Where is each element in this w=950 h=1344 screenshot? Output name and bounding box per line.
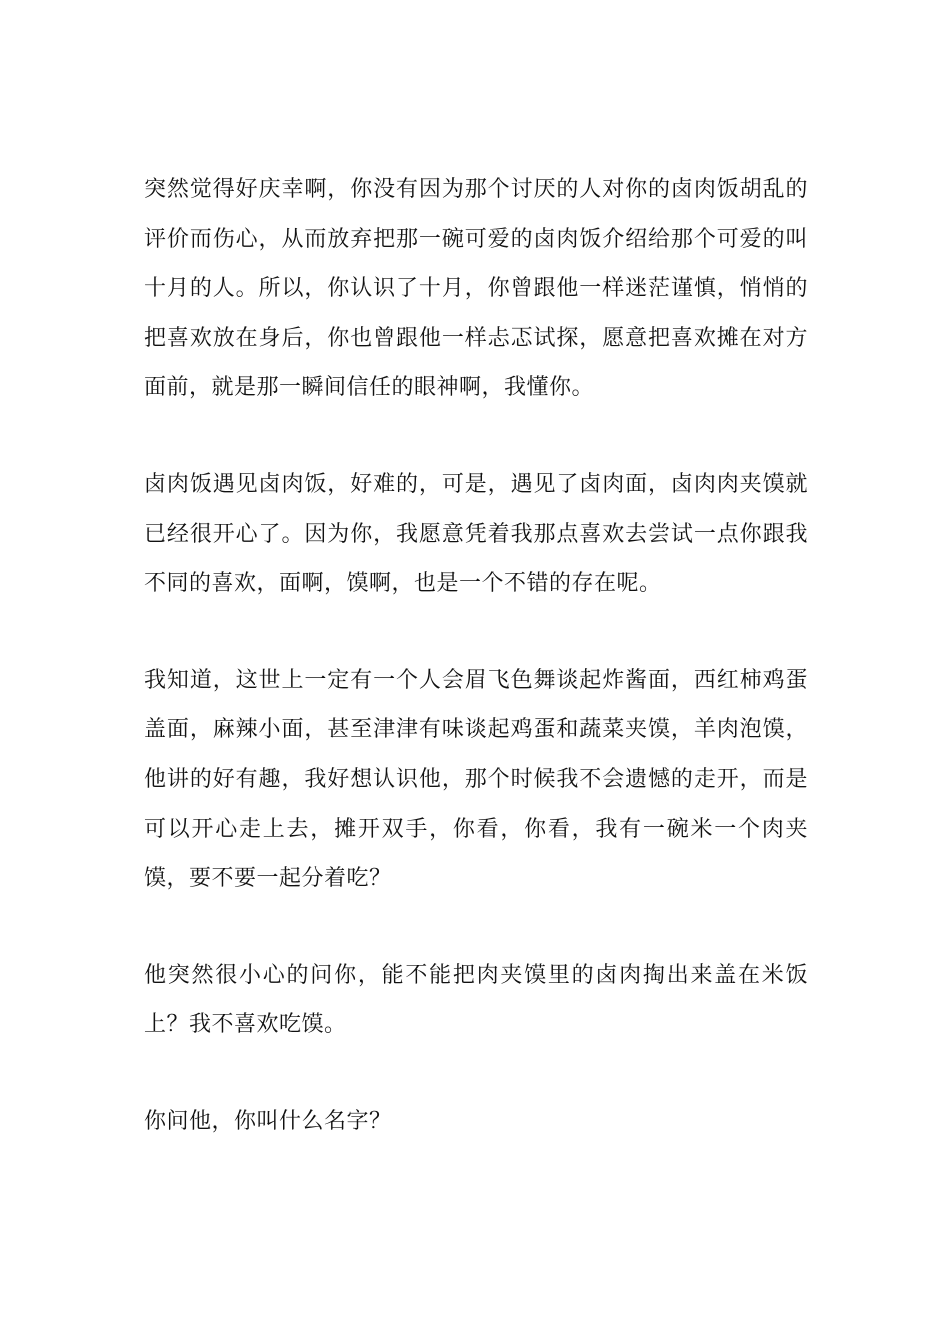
paragraph-3: 我知道，这世上一定有一个人会眉飞色舞谈起炸酱面，西红柿鸡蛋盖面，麻辣小面，甚至津津有味谈起鸡蛋和蔬菜夹馍，羊肉泡馍，他讲的好有趣，我好想认识他，那个时候我不会遗憾的走开，而是可以开心走上去，摊开双手，你看，你看，我有一碗米一个肉夹馍，要不要一起分着吃？	[144, 667, 808, 892]
paragraph-4: 他突然很小心的问你，能不能把肉夹馍里的卤肉掏出来盖在米饭上？我不喜欢吃馍。	[144, 962, 808, 1038]
paragraph-1: 突然觉得好庆幸啊，你没有因为那个讨厌的人对你的卤肉饭胡乱的评价而伤心，从而放弃把那一碗可爱的卤肉饭介绍给那个可爱的叫十月的人。所以，你认识了十月，你曾跟他一样迷茫谨慎，悄悄的把喜欢放在身后，你也曾跟他一样忐忑试探，愿意把喜欢摊在对方面前，就是那一瞬间信任的眼神啊，我懂你。	[144, 177, 808, 401]
document-body	[144, 165, 808, 1147]
paragraph-2: 卤肉饭遇见卤肉饭，好难的，可是，遇见了卤肉面，卤肉肉夹馍就已经很开心了。因为你，我愿意凭着我那点喜欢去尝试一点你跟我不同的喜欢，面啊，馍啊，也是一个不错的存在呢。	[144, 471, 808, 597]
paragraph-5: 你问他，你叫什么名字？	[144, 1108, 392, 1134]
